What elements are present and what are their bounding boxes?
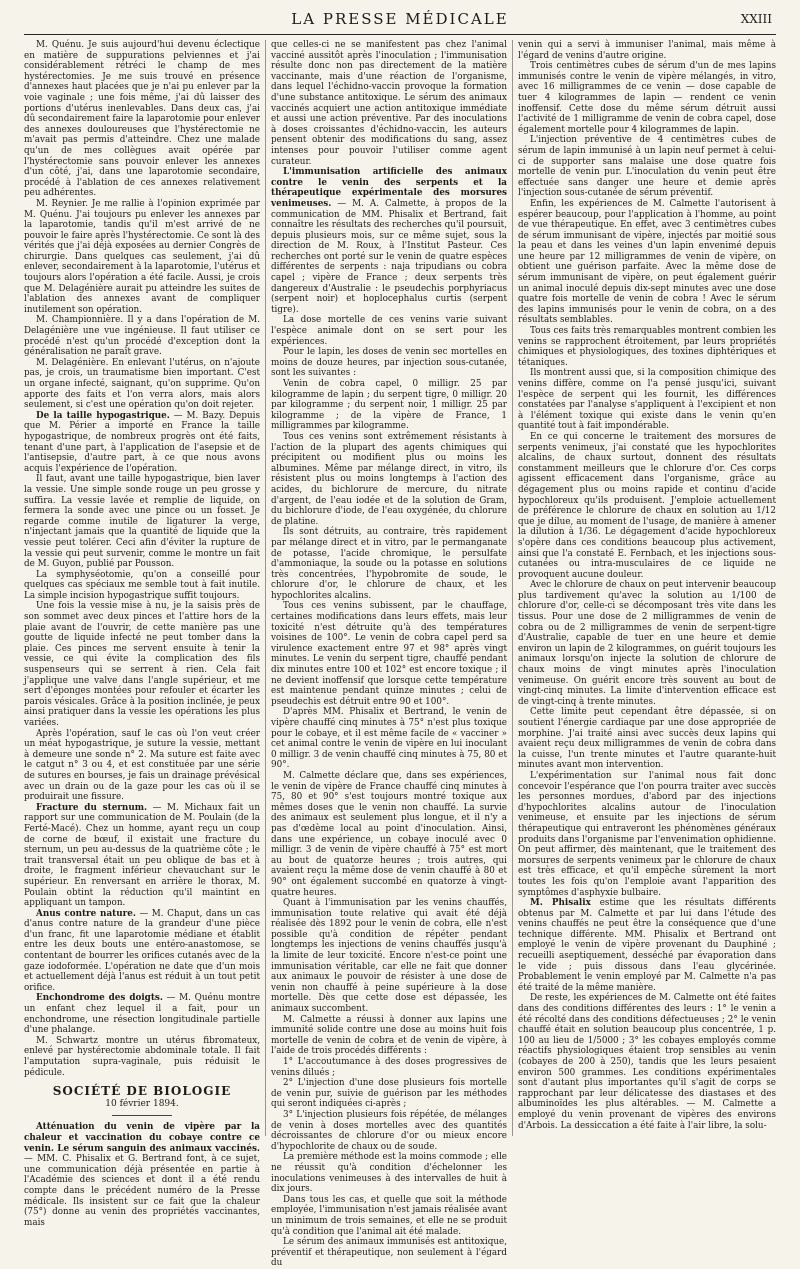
- paragraph: M. Schwartz montre un utérus fibromateux, enlevé par hystérectomie abdominale totale. Il fait l'amputation supra-vaginale, puis réduisit le pédicule.: [24, 1035, 260, 1078]
- paragraph: Cette limite peut cependant être dépassée, si on soutient l'énergie cardiaque par une dose appropriée de morphine. J'ai traité ainsi avec succès deux lapins qui avaient reçu deux milligrammes de venin de cobra dans la cuisse, l'un trente minutes et l'autre quarante-huit minutes avant mon intervention.: [518, 707, 776, 771]
- paragraph: [24, 1122, 260, 1228]
- paragraph-text: — M. Calmette a employé du venin provenant de vipères des environs d'Arbois. La dessiccation a été faite à l'air libre, la solu-: [518, 1099, 777, 1131]
- paragraph-text: — M. A. Calmette, à propos de la communication de MM. Phisalix et Bertrand, fait connaître les résultats des recherches qu'il poursuit, depuis plusieurs mois, sur ce même sujet, sous la direction de M. Roux, à l'Institut Pasteur. Ces recherches ont porté sur le venin de quatre espèces différentes de serpents : naja tripudians ou cobra capel ; vipère de France ; deux serpents très dangereux d'Australie : le pseudechis porphyriacus (serpent noir) et hoplocephalus curtis (serpent tigre).: [271, 198, 508, 315]
- paragraph-text: estime que les résultats différents obtenus par M. Calmette et par lui dans l'étude des venins chauffés ne peut être la conséquence que d'une technique différente. MM. Phisalix et Bertrand ont employé le venin de vipère provenant du Dauphiné ; recueilli aseptiquement, desséché par évaporation dans le vide ; puis dissous dans l'eau glycérinée. Probablement le venin employé par M. Calmette n'a pas été traité de la même manière.: [518, 898, 777, 993]
- paragraph: [24, 803, 260, 909]
- paragraph: M. Quénu. Je suis aujourd'hui devenu éclectique en matière de suppurations pelviennes et j'ai considérablement rétréci le champ de mes hystérectomies. Je me suis trouvé en présence d'annexes haut placées que je n'ai pu enlever par la voie vaginale ; une fois même, j'ai dû laisser des portions d'utérus inenlevables. Dans deux cas, j'ai dû secondairement faire la laparotomie pour enlever des annexes douloureuses que l'hystérectomie ne m'avait pas permis d'atteindre. Chez une malade qu'un de mes collègues avait opérée par l'hystérectomie sans pouvoir enlever les annexes d'un côté, j'ai, dans une laparotomie secondaire, procédé à l'ablation de ces annexes relativement peu adhérentes.: [24, 40, 261, 199]
- rubric-title: Anus contre nature.: [36, 908, 136, 919]
- column-2: [271, 40, 508, 1269]
- paragraph: La symphyséotomie, qu'on a conseillé pour quelques cas spéciaux me semble tout à fait inutile. La simple incision hypogastrique suffit toujours.: [24, 569, 260, 601]
- paragraph-text: — M. Bazy. Depuis que M. Périer a importé en France la taille hypogastrique, de nombreux progrès ont été faits, tenant d'une part, à l'application de l'asepsie et de l'antisepsie, d'autre part, à ce que nous avons acquis l'expérience de l'opération.: [24, 410, 260, 474]
- paragraph: Ils montrent aussi que, si la composition chimique des venins diffère, comme on l'a pensé jusqu'ici, suivant l'espèce de serpent qui les fournit, les différences constatées par l'analyse s'appliquent à l'excipient et non à l'élément toxique qui existe dans le venin qu'en quantité tout à fait impondérable.: [518, 368, 776, 432]
- paragraph: La première méthode est la moins commode ; elle ne réussit qu'à condition d'échelonner les inoculations venimeuses à des intervalles de huit à dix jours.: [271, 1152, 507, 1195]
- paragraph: M. Calmette a réussi à donner aux lapins une immunité solide contre une dose au moins huit fois mortelle de venin de cobra et de venin de vipère, à l'aide de trois procédés différents :: [271, 1014, 507, 1057]
- paragraph: L'injection préventive de 4 centimètres cubes de sérum de lapin immunisé à un lapin neuf permet à celui-ci de supporter sans malaise une dose quatre fois mortelle de venin pur. L'inoculation du venin peut être effectuée sans danger une heure et demie après l'injection sous-cutanée de sérum préventif.: [518, 135, 776, 199]
- column-1: [24, 40, 261, 1228]
- column-3: [518, 40, 776, 1136]
- paragraph: M. Reynier. Je me rallie à l'opinion exprimée par M. Quénu. J'ai toujours pu enlever les annexes par la laparotomie, tandis qu'il m'est arrivé de ne pouvoir le faire après l'hystérectomie. Ce sont là des vérités que j'ai déjà exposées au dernier Congrès de chirurgie. Dans quelques cas seulement, j'ai dû enlever, secondairement à la laparotomie, l'utérus et toujours alors l'opération a été facile. Aussi, je crois que M. Delagénière aurait pu atteindre les suites de l'ablation des annexes avant de compliquer inutilement son opération.: [24, 198, 260, 315]
- paragraph: Trois centimètres cubes de sérum d'un de mes lapins immunisés contre le venin de vipère mélangés, in vitro, avec 16 milligrammes de ce venin — dose capable de tuer 4 kilogrammes de lapin — rendent ce venin inoffensif. Cette dose du même sérum détruit aussi l'activité de 1 milligramme de venin de cobra capel, dose également mortelle pour 4 kilogrammes de lapin.: [518, 61, 776, 135]
- paragraph: Enfin, les expériences de M. Calmette l'autorisent à espérer beaucoup, pour l'application à l'homme, au point de vue thérapeutique. En effet, avec 3 centimètres cubes de sérum immunisant de vipère, injectés par moitié sous la peau et dans les veines d'un lapin envenimé depuis une heure par 12 milligrammes de venin de vipère, on obtient une guérison parfaite. Avec la même dose de sérum immunisant de vipère, on peut également guérir un animal inoculé depuis dix-sept minutes avec une dose quatre fois mortelle de venin de cobra ! Avec le sérum des lapins immunisés pour le venin de cobra, on a des résultats semblables.: [518, 198, 776, 326]
- paragraph: 3° L'injection plusieurs fois répétée, de mélanges de venin à doses mortelles avec des quantités décroissantes de chlorure d'or ou mieux encore d'hypochlorite de chaux ou de soude.: [271, 1109, 507, 1152]
- section-date: 10 février 1894.: [105, 1098, 179, 1109]
- paragraph: Après l'opération, sauf le cas où l'on veut créer un méat hypogastrique, je suture la vessie, mettant à demeure une sonde n° 2. Ma suture est faite avec le catgut n° 3 ou 4, et est constituée par une série de sutures en bourses, je fais un drainage prévésical avec un drain ou de la gaze pour les cas où il se produirait une fissure.: [24, 728, 260, 803]
- paragraph: Le sérum des animaux immunisés est antitoxique, préventif et thérapeutique, non seulement à l'égard du: [271, 1237, 507, 1269]
- paragraph: Avec le chlorure de chaux on peut intervenir beaucoup plus tardivement qu'avec la solution au 1/100 de chlorure d'or, celle-ci se décomposant très vite dans les tissus. Pour une dose de 2 milligrammes de venin de cobra ou de 2 milligrammes de venin de serpent-tigre d'Australie, capable de tuer en une heure et demie environ un lapin de 2 kilogrammes, on guérit toujours les animaux lorsqu'on injecte la solution de chlorure de chaux moins de vingt minutes après l'inoculation venimeuse. On guérit encore très souvent au bout de vingt-cinq minutes. La limite d'intervention efficace est de vingt-cinq à trente minutes.: [518, 580, 776, 707]
- section-title: SOCIÉTÉ DE BIOLOGIE: [52, 1084, 232, 1099]
- paragraph: venin qui a servi à immuniser l'animal, mais même à l'égard de venins d'autre origine.: [518, 40, 776, 61]
- rubric-title: Atténuation du venin de vipère par la chaleur et vaccination du cobaye contre ce venin. Le sérum sanguin des animaux vaccinés.: [24, 1122, 260, 1154]
- running-title: LA PRESSE MÉDICALE: [291, 10, 509, 28]
- paragraph: Tous ces venins subissent, par le chauffage, certaines modifications dans leurs effets, mais leur toxicité n'est détruite qu'à des températures voisines de 100°. Le venin de cobra capel perd sa virulence exactement entre 97 et 98° après vingt minutes. Le venin du serpent tigre, chauffé pendant dix minutes entre 100 et 102° est encore toxique ; il ne devient inoffensif que lorsque cette température est maintenue pendant quinze minutes ; celui de pseudechis est détruit entre 90 et 100°.: [271, 601, 507, 707]
- paragraph: Tous ces venins sont extrêmement résistants à l'action de la plupart des agents chimiques qui précipitent ou modifient plus ou moins les albumines. Même par mélange direct, in vitro, ils résistent plus ou moins longtemps à l'action des acides, du bichlorure de mercure, du nitrate d'argent, de l'eau iodée et de la solution de Gram, du bichlorure d'iode, de l'eau oxygénée, du chlorure de platine.: [271, 431, 507, 527]
- column-rule-1: [265, 40, 266, 1136]
- paragraph: Pour le lapin, les doses de venin sec mortelles en moins de douze heures, par injection sous-cutanée, sont les suivantes :: [271, 347, 507, 379]
- paragraph: [24, 909, 260, 994]
- header-rule: [24, 34, 776, 35]
- paragraph: L'expérimentation sur l'animal nous fait donc concevoir l'espérance que l'on pourra traiter avec succès les personnes mordues, d'abord par des injections d'hypochlorites alcalins autour de l'inoculation venimeuse, et ensuite par les injections de sérum thérapeutique qui entraveront les phénomènes généraux produits dans l'organisme par l'envenimation ophidienne. On peut affirmer, dès maintenant, que le traitement des morsures de serpents venimeux par le chlorure de chaux est très efficace, et qu'il empêche sûrement la mort toutes les fois qu'on l'emploie avant l'apparition des symptômes d'asphyxie bulbaire.: [518, 770, 776, 898]
- rubric-title: De la taille hypogastrique.: [36, 410, 170, 421]
- paragraph: [24, 411, 260, 475]
- section-rule: [112, 1115, 172, 1116]
- paragraph: Tous ces faits très remarquables montrent combien les venins se rapprochent étroitement, par leurs propriétés chimiques et physiologiques, des toxines diphtériques et tétaniques.: [518, 326, 776, 368]
- paragraph-text: — MM. C. Phisalix et G. Bertrand font, à ce sujet, une communication déjà présentée en partie à l'Académie des sciences et dont il a été rendu compte dans le précédent numéro de la Presse médicale. Ils insistent sur ce fait que la chaleur (75°) donne au venin des propriétés vaccinantes, mais: [24, 1154, 260, 1228]
- paragraph: M. Calmette déclare que, dans ses expériences, le venin de vipère de France chauffé cinq minutes à 75, 80 et 90° s'est toujours montré toxique aux mêmes doses que le venin non chauffé. La survie des animaux est seulement plus longue, et il n'y a pas d'œdème local au point d'inoculation. Ainsi, dans une expérience, un cobaye inoculé avec 0 milligr. 3 de venin de vipère chauffé à 75° est mort au bout de quatorze heures ; trois autres, qui avaient reçu la même dose de venin chauffé à 80 et 90° ont également succombé en quatorze à vingt-quatre heures.: [271, 770, 507, 898]
- rubric-title: L'immunisation artificielle des animaux contre le venin des serpents et la thérapeutique expérimentale des morsures venimeuses.: [271, 167, 507, 209]
- rubric-title: M. Phisalix: [530, 898, 591, 909]
- paragraph-text: — M. Chaput, dans un cas d'anus contre nature de la grandeur d'une pièce d'un franc, fit une laparotomie médiane et établit entre les deux bouts une entéro-anastomose, se contentant de bourrer les orifices cutanés avec de la gaze iodoformée. L'opération ne date que d'un mois et actuellement déjà l'anus est réduit à un tout petit orifice.: [24, 908, 261, 993]
- paragraph: M. Delagénière. En enlevant l'utérus, on n'ajoute pas, je crois, un traumatisme bien important. C'est un organe infecté, saignant, qu'on supprime. Qu'on apporte des faits et l'on verra alors, mais alors seulement, si c'est une opération qu'on doit rejeter.: [24, 357, 260, 411]
- paragraph: [24, 993, 260, 1035]
- paragraph: [518, 993, 776, 1131]
- paragraph: La dose mortelle de ces venins varie suivant l'espèce animale dont on se sert pour les expériences.: [271, 315, 507, 347]
- paragraph: D'après MM. Phisalix et Bertrand, le venin de vipère chauffé cinq minutes à 75° n'est plus toxique pour le cobaye, et il est même facile de « vacciner » cet animal contre le venin de vipère en lui inoculant 0 milligr. 3 de venin chauffé cinq minutes à 75, 80 et 90°.: [271, 707, 507, 771]
- running-head: [0, 0, 800, 38]
- paragraph: M. Championnière. Il y a dans l'opération de M. Delagénière une vue ingénieuse. Il faut utiliser ce procédé n'est qu'un procédé d'exception dont la généralisation ne paraît grave.: [24, 315, 260, 358]
- paragraph: Ils sont détruits, au contraire, très rapidement par mélange direct et in vitro, par le permanganate de potasse, l'acide chromique, le persulfate d'ammoniaque, la soude ou la potasse en solutions très concentrées, l'hypobromite de soude, le chlorure d'or, le chlorure de chaux, et les hypochlorites alcalins.: [271, 527, 507, 601]
- paragraph: Venin de cobra capel, 0 milligr. 25 par kilogramme de lapin ; du serpent tigre, 0 milligr. 20 par kilogramme ; du serpent noir, 1 milligr. 25 par kilogramme ; de la vipère de France, 1 milligrammes par kilogramme.: [271, 379, 507, 432]
- paragraph: Une fois la vessie mise à nu, je la saisis près de son sommet avec deux pinces et l'attire hors de la plaie avant de l'ouvrir, de cette manière pas une goutte de liquide infecté ne peut tomber dans la plaie. Ces pinces me servent ensuite à tenir la vessie, ce qui évite la complication des fils suspenseurs qui se serrent à rien. Cela fait j'applique une valve dans l'angle supérieur, et me sert d'éponges montées pour refouler et écarter les parois vésicales. Grâce à la position inclinée, je peux ainsi pratiquer dans la vessie les opérations les plus variées.: [24, 601, 260, 728]
- page-folio: XXIII: [740, 12, 772, 26]
- paragraph: [518, 898, 776, 993]
- rubric-title: Enchondrome des doigts.: [36, 993, 163, 1004]
- paragraph: 2° L'injection d'une dose plusieurs fois mortelle de venin pur, suivie de guérison par les méthodes qui seront indiquées ci-après ;: [271, 1078, 507, 1110]
- paragraph: Il faut, avant une taille hypogastrique, bien laver la vessie. Une simple sonde rouge un peu grosse y suffira. La vessie lavée et remplie de liquide, on fermera la sonde avec une pince ou un fosset. Je regarde comme inutile de ligaturer la verge, n'injectant jamais que la quantité de liquide que la vessie peut tolérer. Ceci afin d'éviter la rupture de la vessie qui peut survenir, comme le montre un fait de M. Guyon, publié par Pousson.: [24, 474, 260, 570]
- paragraph: En ce qui concerne le traitement des morsures de serpents venimeux, j'ai constaté que les hypochlorites alcalins, de chaux surtout, donnent des résultats constamment meilleurs que le chlorure d'or. Ces corps agissent efficacement dans l'organisme, grâce au dégagement plus ou moins rapide et continu d'acide hypochloreux qu'ils produisent. J'emploie actuellement de préférence le chlorure de chaux en solution au 1/12 que je dilue, au moment de l'usage, de manière à amener la dilution à 1/36. Le dégagement d'acide hypochloreux s'opère dans ces conditions beaucoup plus activement, ainsi que l'a constaté E. Fernbach, et les injections sous-cutanées ou intra-musculaires de ce liquide ne provoquent aucune douleur.: [518, 431, 776, 580]
- rubric-title: Fracture du sternum.: [36, 802, 148, 813]
- paragraph-text: — M. Quénu montre un enfant chez lequel il a fait, pour un enchondrome, une résection longitudinale partielle d'une phalange.: [24, 993, 261, 1036]
- paragraph: [271, 167, 507, 315]
- paragraph-text: De reste, les expériences de M. Calmette ont été faites dans des conditions différentes des leurs : 1° le venin a été récolté dans des conditions défectueuses ; 2° le venin chauffé était en solution beaucoup plus concentrée, 1 p. 100 au lieu de 1/5000 ; 3° les cobayes employés comme réactifs physiologiques étaient trop sensibles au venin (cobayes de 200 à 250), tandis que les leurs pesaient environ 500 grammes. Les conditions expérimentales sont d'autant plus importantes qu'il s'agit de corps se rapprochant par leur délicatesse des diastases et des albuminoïdes les plus altérables.: [518, 993, 776, 1110]
- paragraph: 1° L'accoutumance à des doses progressives de venins dilués ;: [271, 1057, 507, 1078]
- paragraph: que celles-ci ne se manifestent pas chez l'animal vacciné aussitôt après l'inoculation ; l'immunisation résulte donc non pas directement de la matière vaccinante, mais d'une réaction de l'organisme, dans lequel l'échidno-vaccin provoque la formation d'une substance antitoxique. Le sérum des animaux vaccinés acquiert une action antitoxique immédiate et aussi une action préventive. Par des inoculations à doses croissantes d'échidno-vaccin, les auteurs pensent obtenir des modifications du sang, assez intenses pour pouvoir l'utiliser comme agent curateur.: [271, 40, 507, 167]
- paragraph: Quant à l'immunisation par les venins chauffés, immunisation toute relative qui avait été déjà réalisée dès 1892 pour le venin de cobra, elle n'est possible qu'à condition de répéter pendant longtemps les injections de venins chauffés jusqu'à la limite de leur toxicité. Encore n'est-ce point une immunisation véritable, car elle ne fait que donner aux animaux le pouvoir de résister à une dose de venin non chauffé à peine supérieure à la dose mortelle. Dès que cette dose est dépassée, les animaux succombent.: [271, 898, 507, 1015]
- paragraph-text: — M. Michaux fait un rapport sur une communication de M. Poulain (de la Ferté-Macé). Chez un homme, ayant reçu un coup de corne de bœuf, il existait une fracture du sternum, un peu au-dessus de la quatrième côte ; le trait transversal était un peu oblique de bas et à droite, le fragment inférieur chevauchant sur le supérieur. En renversant en arrière le thorax, M. Poulain obtint la réduction qu'il maintint en appliquant un tampon.: [24, 802, 260, 909]
- paragraph: Dans tous les cas, et quelle que soit la méthode employée, l'immunisation n'est jamais réalisée avant un minimum de trois semaines, et elle ne se produit qu'à condition que l'animal ait été malade.: [271, 1194, 507, 1237]
- column-rule-2: [512, 40, 513, 1136]
